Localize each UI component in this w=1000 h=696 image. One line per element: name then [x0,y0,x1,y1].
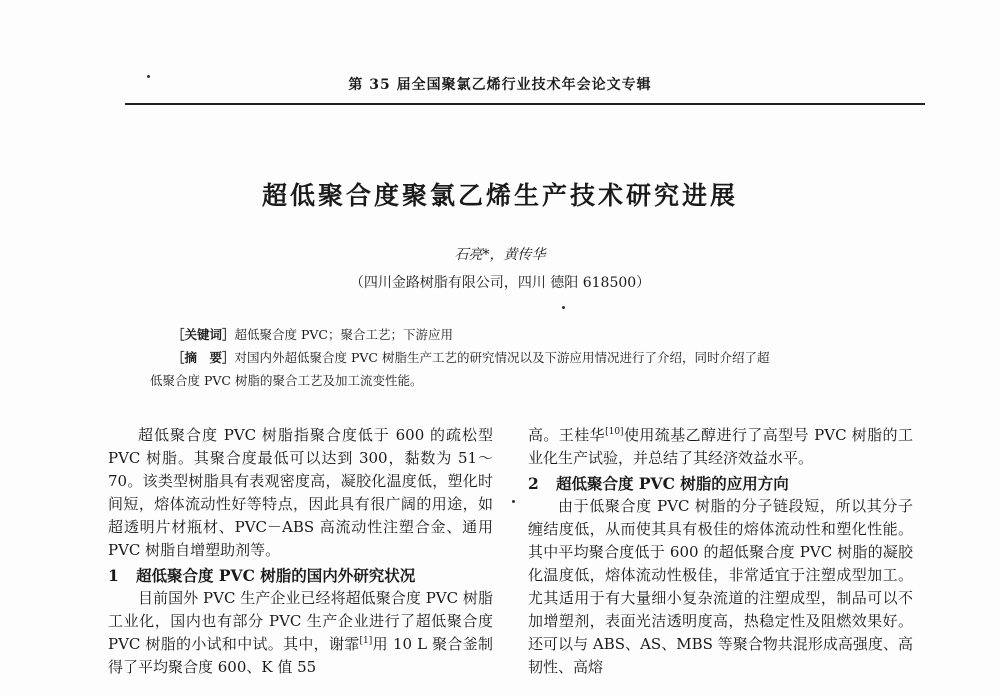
abstract-text-2: 低聚合度 PVC 树脂的聚合工艺及加工流变性能。 [150,373,423,388]
page-title: 超低聚合度聚氯乙烯生产技术研究进展 [261,181,738,210]
intro-paragraph: 超低聚合度 PVC 树脂指聚合度低于 600 的疏松型 PVC 树脂。其聚合度最低可以达到 300，黏数为 51～70。该类型树脂具有表观密度高，凝胶化温度低，塑化时间短，熔体流动性好等特点，因此具有很广阔的用途，如超透明片材瓶材、PVC－ABS 高流动性注塑合金、通用 PVC 树脂自增塑助剂等。 [108,426,493,559]
citation-ref: [1] [359,636,373,646]
section-1-text: 目前国外 PVC 生产企业已经将超低聚合度 PVC 树脂工业化，国内也有部分 PVC 生产企业进行了超低聚合度 PVC 树脂的小试和中试。其中，谢霏 [108,589,493,653]
section-2-heading [528,472,913,495]
right-column [528,424,913,679]
keywords-line [150,323,890,346]
continued-text-a: 高。王桂华 [528,426,606,444]
citation-ref: [10] [605,427,624,437]
scan-speck [147,75,150,78]
abstract-line [150,346,890,369]
abstract-line-2 [150,369,890,392]
abstract-label: ［摘 要］ [172,350,235,365]
header-rule [125,103,925,105]
keywords-label: ［关键词］ [172,327,235,342]
section-1-paragraph [108,587,493,679]
continued-text-b: 使用巯基乙醇进行了高型号 PVC 树脂的工业化生产试验，并总结了其经济效益水平。 [528,426,913,467]
keywords-text: 超低聚合度 PVC；聚合工艺；下游应用 [234,327,453,342]
journal-header: 第 35 届全国聚氯乙烯行业技术年会论文专辑 [348,77,652,93]
abstract-block [150,323,890,392]
section-2-number: 2 [528,474,539,493]
section-1-number: 1 [108,566,119,585]
authors: 石亮*，黄传华 [454,247,546,263]
section-1-title: 超低聚合度 PVC 树脂的国内外研究状况 [136,566,416,585]
section-2-paragraph: 由于低聚合度 PVC 树脂的分子链段短，所以其分子缠结度低，从而使其具有极佳的熔体流动性和塑化性能。其中平均聚合度低于 600 的超低聚合度 PVC 树脂的凝胶化温度低，熔体流动性极佳，非常适宜于注塑成型加工。尤其适用于有大量细小复杂流道的注塑成型，制品可以不加增塑剂，表面光洁透明度高，热稳定性及阻燃效果好。还可以与 ABS、AS、MBS 等聚合物共混形成高强度、高韧性、高熔 [528,497,913,676]
abstract-text-1: 对国内外超低聚合度 PVC 树脂生产工艺的研究情况以及下游应用情况进行了介绍，同时介绍了超 [234,350,770,365]
section-1-heading [108,564,493,587]
section-2-title: 超低聚合度 PVC 树脂的应用方向 [556,474,789,493]
left-column [108,424,493,679]
scan-speck [562,306,565,309]
affiliation: （四川金路树脂有限公司，四川 德阳 618500） [349,275,651,291]
section-1-tail: 用 10 L 聚合釜制得了平均聚合度 600、K 值 55 [108,635,493,676]
continued-paragraph [528,424,913,470]
scan-speck [512,500,515,503]
